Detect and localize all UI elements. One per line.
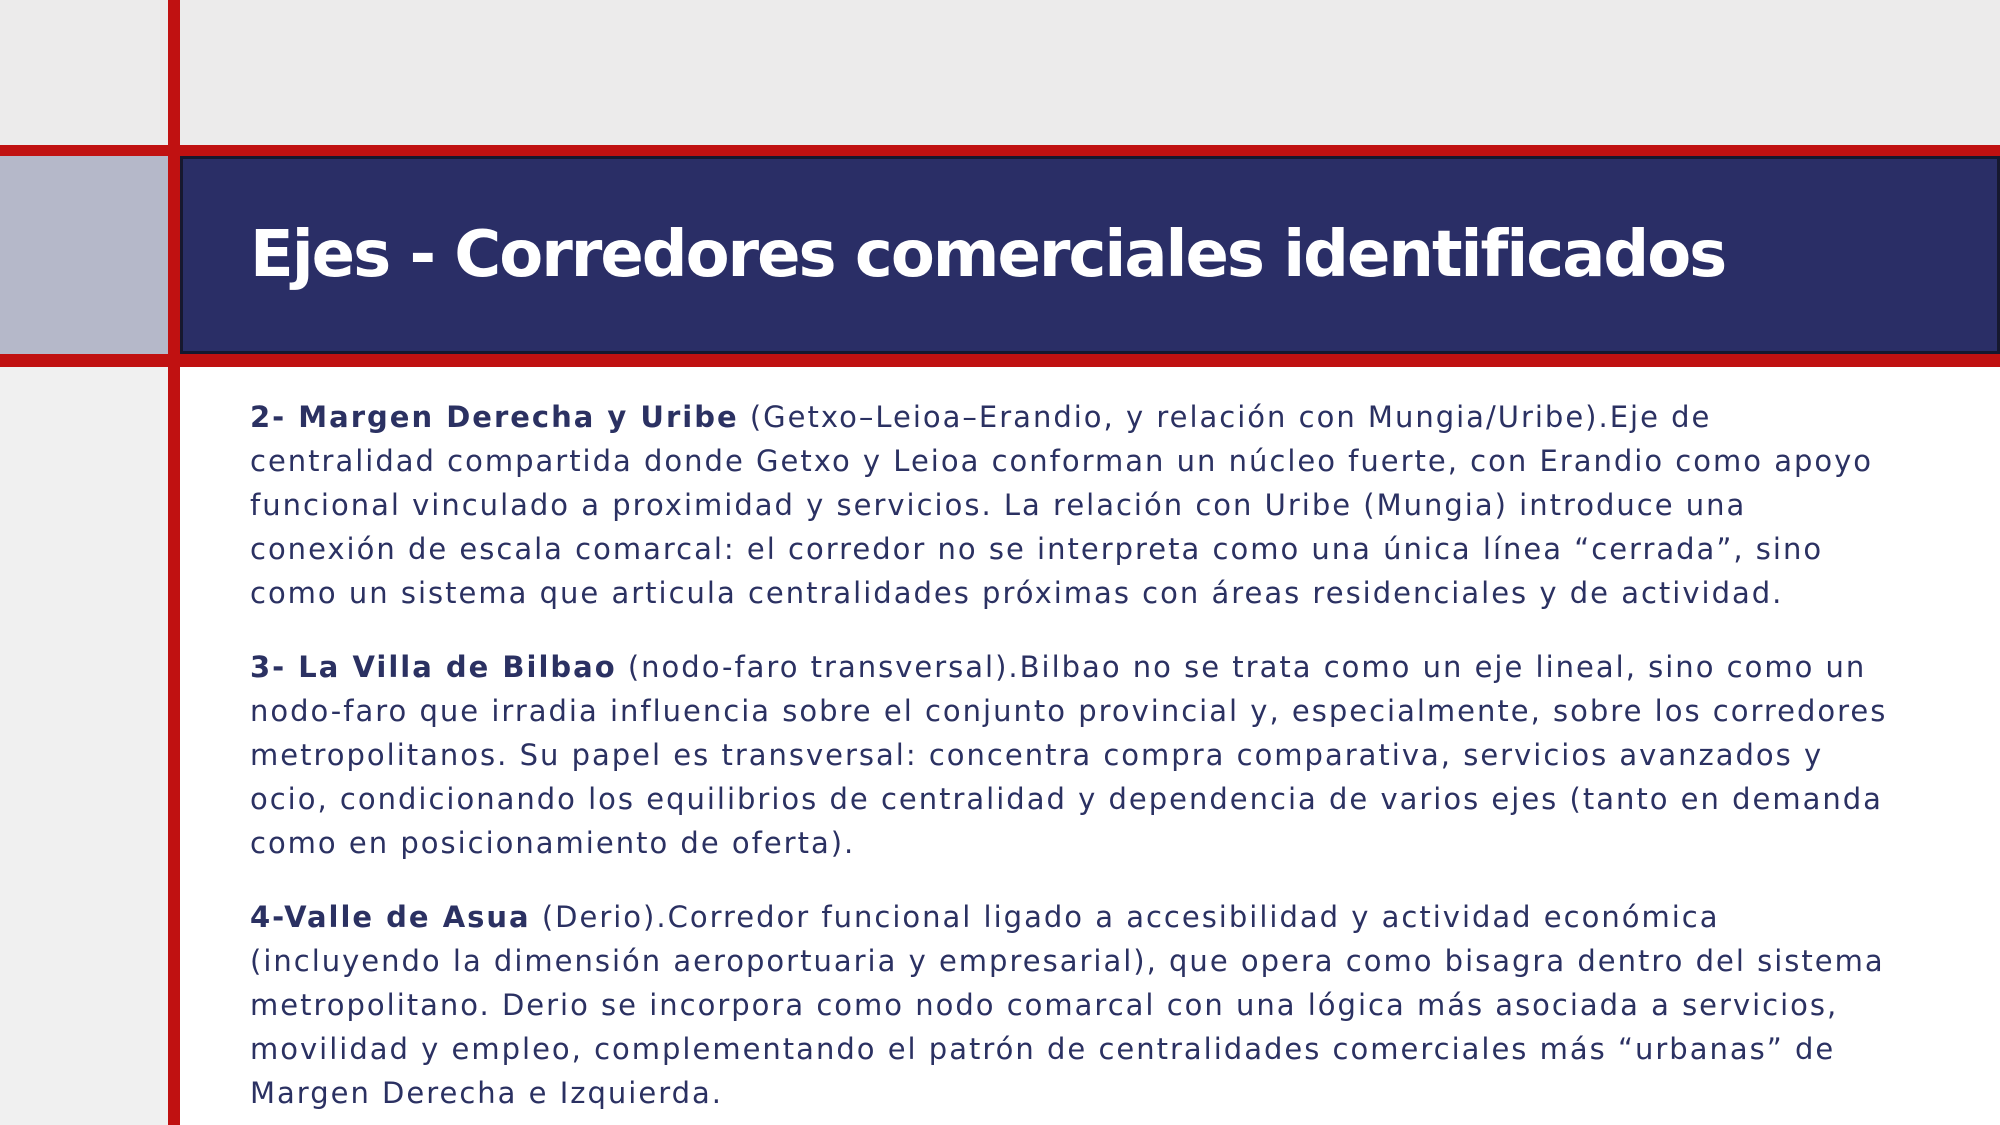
text-line: movilidad y empleo, complementando el patrón de centralidades comerciales más “urbanas” de [250, 1032, 1836, 1066]
title-banner [180, 156, 2000, 354]
text-line: metropolitanos. Su papel es transversal: concentra compra comparativa, servicios avanzados y [250, 738, 1824, 772]
text-line: 2- Margen Derecha y Uribe (Getxo–Leioa–Erandio, y relación con Mungia/Uribe).Eje de [250, 400, 1712, 434]
text-line: nodo-faro que irradia influencia sobre el conjunto provincial y, especialmente, sobre los corredores [250, 694, 1888, 728]
paragraph [250, 645, 1980, 865]
text-line: Margen Derecha e Izquierda. [250, 1076, 723, 1110]
red-horizontal-line-bottom [0, 354, 2000, 367]
top-margin-band [0, 0, 2000, 145]
text-line: centralidad compartida donde Getxo y Leioa conforman un núcleo fuerte, con Erandio como apoyo [250, 444, 1874, 478]
paragraph [250, 395, 1980, 615]
text-line: metropolitano. Derio se incorpora como nodo comarcal con una lógica más asociada a servicios, [250, 988, 1839, 1022]
text-line: 3- La Villa de Bilbao (nodo-faro transversal).Bilbao no se trata como un eje lineal, sino como un [250, 650, 1867, 684]
text-line: conexión de escala comarcal: el corredor no se interpreta como una única línea “cerrada”, sino [250, 532, 1824, 566]
text-line: (incluyendo la dimensión aeroportuaria y empresarial), que opera como bisagra dentro del sistema [250, 944, 1885, 978]
red-horizontal-line-top [0, 145, 2000, 156]
text-line: ocio, condicionando los equilibrios de centralidad y dependencia de varios ejes (tanto en demanda [250, 782, 1883, 816]
text-line: 4-Valle de Asua (Derio).Corredor funcional ligado a accesibilidad y actividad económica [250, 900, 1720, 934]
text-line: funcional vinculado a proximidad y servicios. La relación con Uribe (Mungia) introduce una [250, 488, 1747, 522]
text-line: como en posicionamiento de oferta). [250, 826, 856, 860]
left-margin-band [0, 367, 168, 1125]
text-line: como un sistema que articula centralidades próximas con áreas residenciales y de actividad. [250, 576, 1784, 610]
slide-title: Ejes - Corredores comerciales identificados [250, 218, 1726, 292]
paragraph [250, 895, 1980, 1115]
accent-box [0, 156, 168, 354]
red-vertical-line [168, 0, 180, 1125]
slide-body [250, 367, 1980, 1125]
